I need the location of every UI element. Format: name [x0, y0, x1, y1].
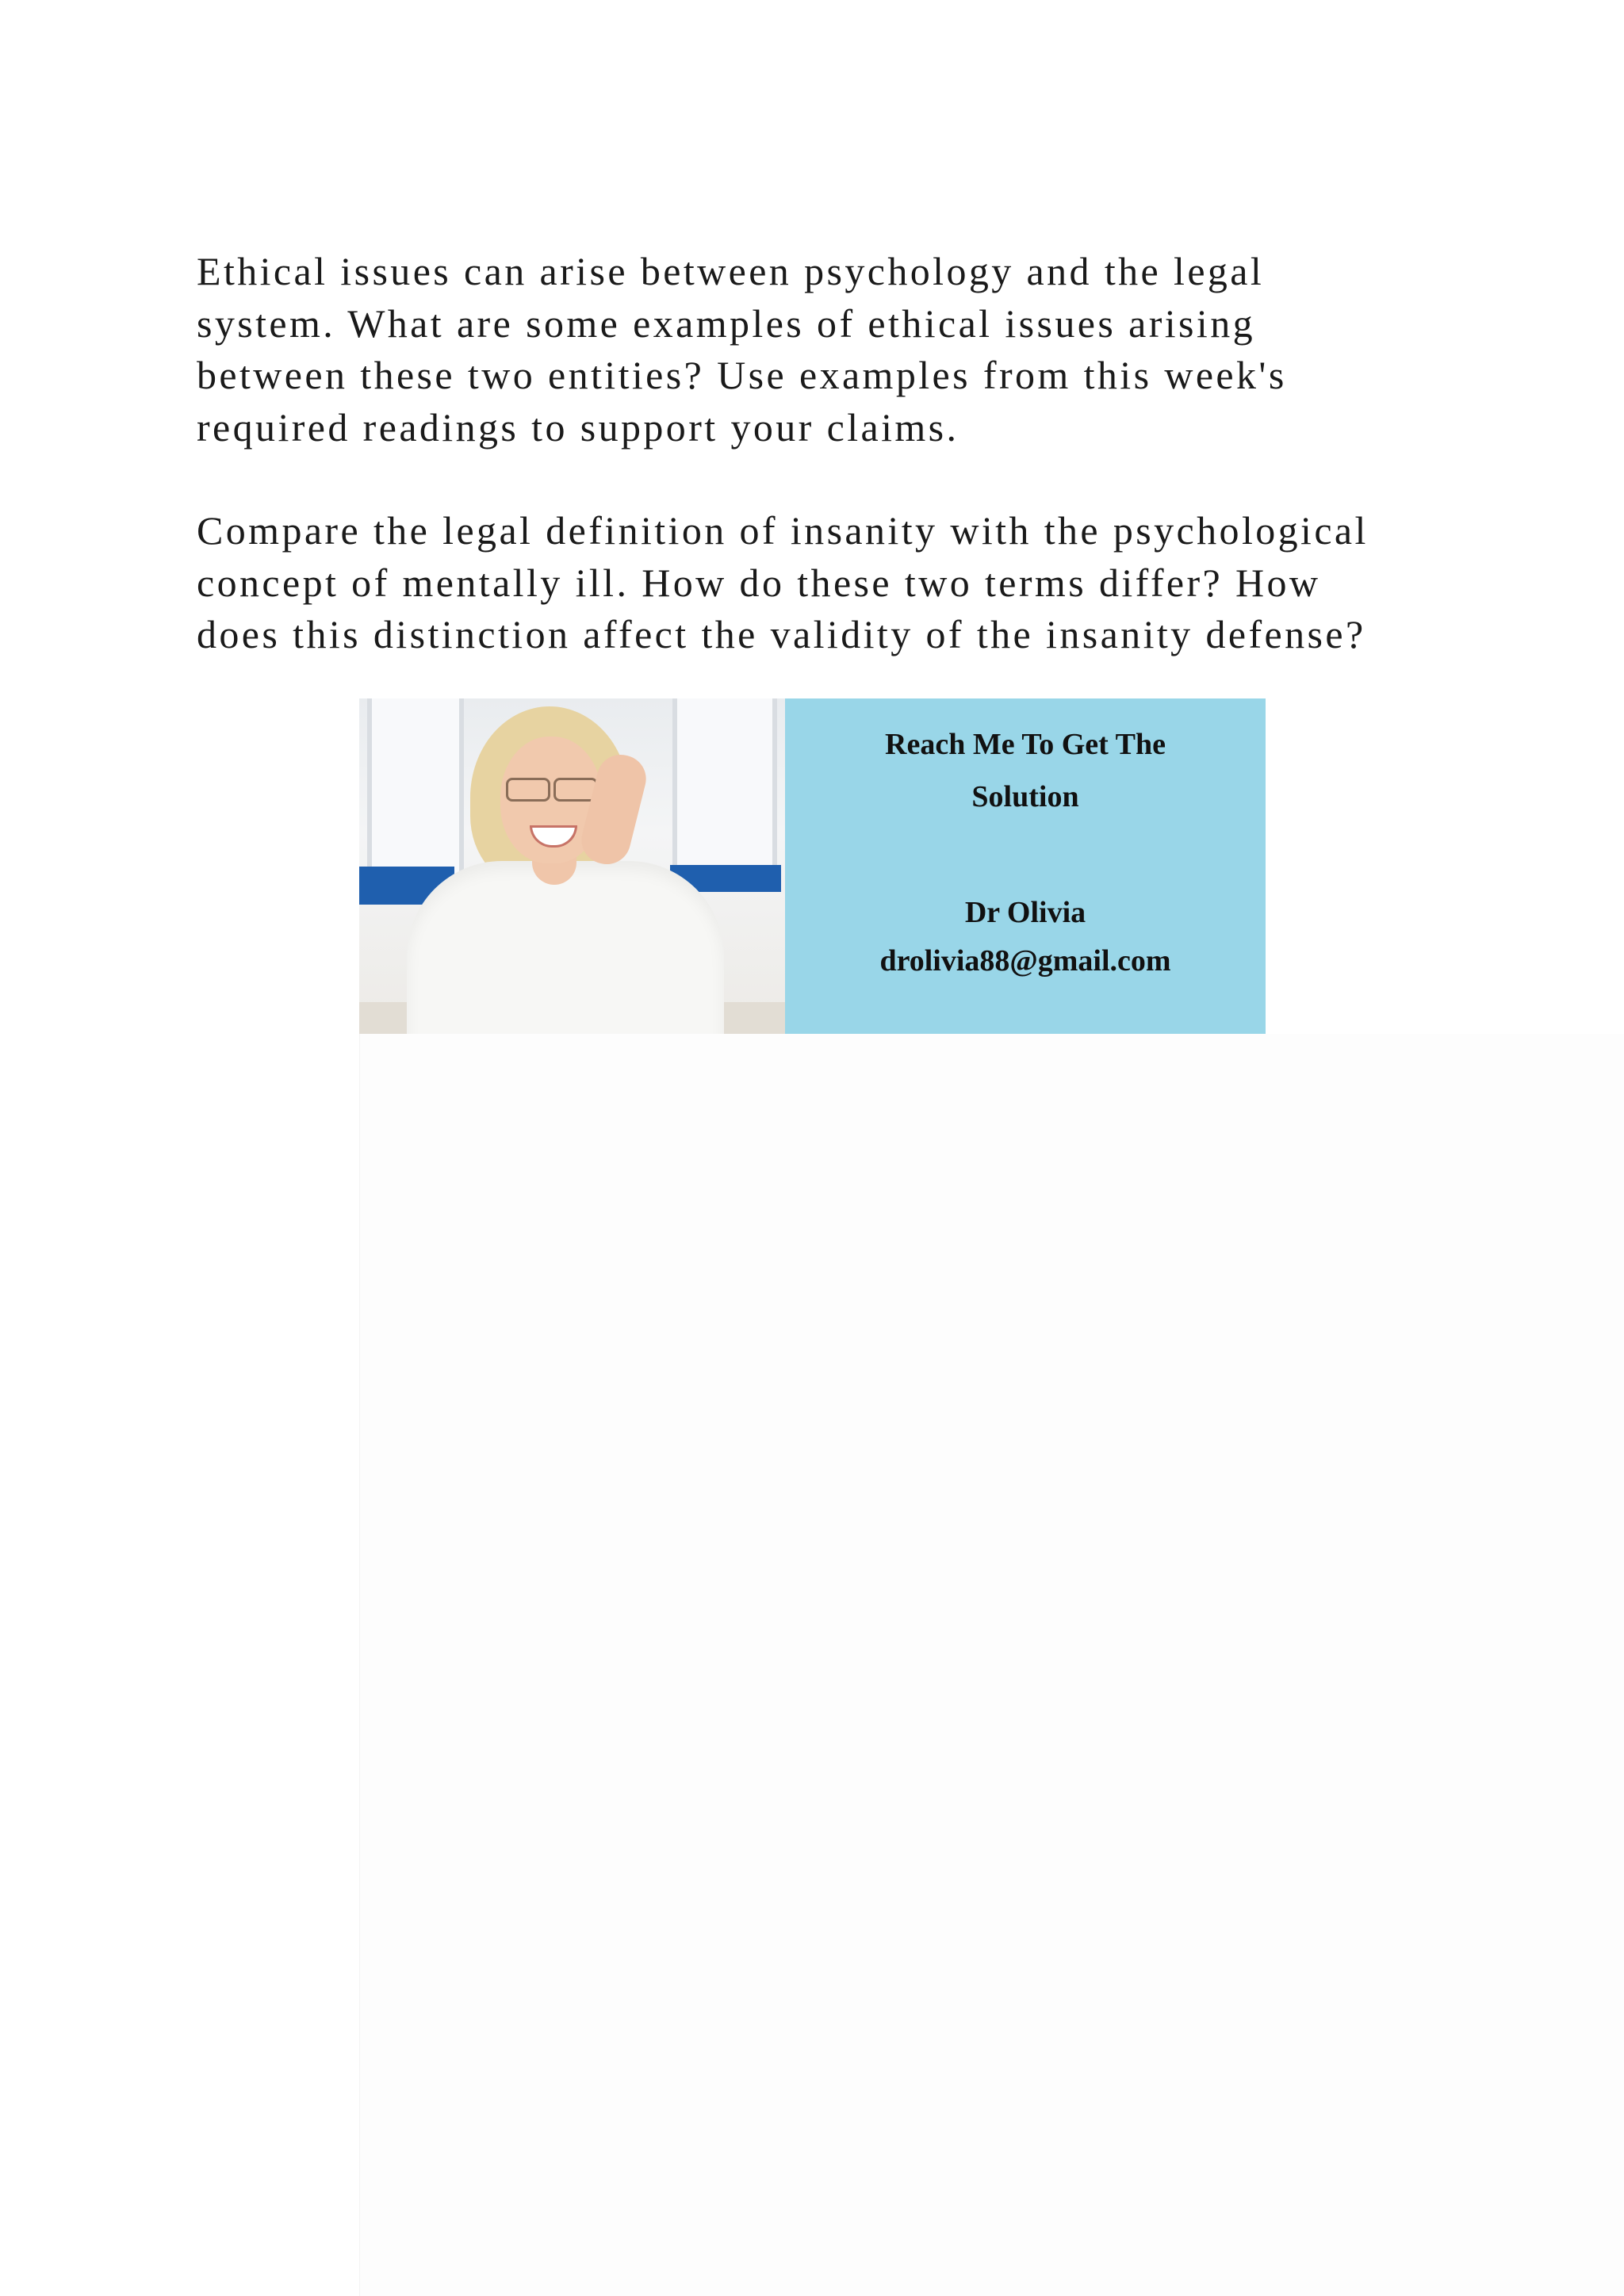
- cta-line-1: Reach Me To Get The: [885, 728, 1166, 761]
- woman-photo: [359, 698, 785, 1034]
- contact-info-panel: [785, 698, 1266, 1034]
- text-line: system. What are some examples of ethical issues arising: [197, 300, 1256, 346]
- text-line: Ethical issues can arise between psychology and the legal: [197, 249, 1265, 293]
- page-background-column: [359, 1034, 1624, 2296]
- question-paragraph-2: [197, 505, 1450, 661]
- shirt-shape: [407, 861, 724, 1034]
- glasses-icon: [504, 778, 598, 798]
- text-line: does this distinction affect the validity of the insanity defense?: [197, 612, 1366, 656]
- contact-email: drolivia88@gmail.com: [879, 944, 1171, 978]
- question-paragraph-1: [197, 246, 1450, 453]
- cta-line-2: Solution: [971, 780, 1079, 813]
- text-line: required readings to support your claims.: [197, 404, 959, 450]
- text-line: between these two entities? Use examples from this week's: [197, 353, 1287, 397]
- contact-banner: [359, 698, 1266, 1034]
- window-shape: [367, 698, 464, 881]
- text-line: concept of mentally ill. How do these two terms differ? How: [197, 560, 1321, 605]
- window-shape: [672, 698, 777, 873]
- text-line: Compare the legal definition of insanity with the psychological: [197, 508, 1369, 553]
- contact-name: Dr Olivia: [964, 896, 1086, 929]
